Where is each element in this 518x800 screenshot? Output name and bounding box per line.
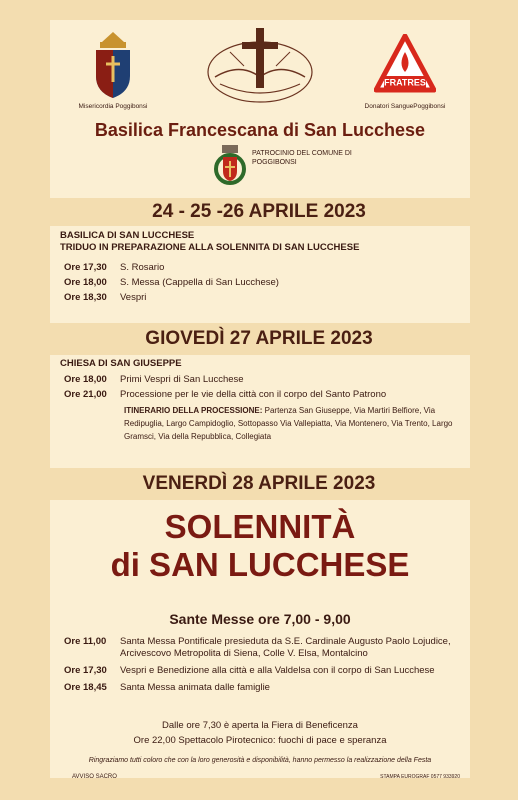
row-desc: S. Messa (Cappella di San Lucchese) (120, 277, 279, 288)
itinerary-text: Partenza San Giuseppe, Via Martiri Belfiore, Via Redipuglia, Largo Campidoglio, Sottopasso Via Vallepiatta, Via Montenero, Via Trento, Largo Gramsci, Via della Repubblica, Collegiata (124, 406, 453, 441)
fair-notice: Dalle ore 7,30 è aperta la Fiera di Beneficenza (162, 720, 358, 731)
schedule-row (60, 292, 460, 304)
procession-itinerary (124, 404, 454, 443)
left-logo-caption: Misericordia Poggibonsi (78, 103, 148, 110)
patronage-text: PATROCINIO DEL COMUNE DI POGGIBONSI (252, 150, 352, 166)
schedule-row (60, 636, 460, 660)
row-desc: Processione per le vie della città con il corpo del Santo Patrono (120, 389, 387, 400)
fratres-logo-text: FRATRES (384, 77, 426, 88)
page-title: Basilica Francescana di San Lucchese (94, 120, 426, 140)
poster (50, 20, 470, 778)
header (50, 20, 470, 195)
avviso-sacro: AVVISO SACRO (72, 774, 117, 780)
itinerary-label: ITINERARIO DELLA PROCESSIONE: (124, 406, 263, 415)
row-time: Ore 18,45 (64, 682, 107, 693)
row-desc: Primi Vespri di San Lucchese (120, 374, 244, 385)
row-time: Ore 11,00 (64, 636, 107, 647)
giovedi-section (60, 358, 460, 443)
schedule-row (60, 665, 460, 677)
misericordia-crest-icon (88, 30, 138, 100)
row-desc: S. Rosario (120, 262, 165, 273)
masses-times: Sante Messe ore 7,00 - 9,00 (169, 611, 351, 627)
row-time: Ore 17,30 (64, 665, 107, 676)
date-band-1: 24 - 25 -26 APRILE 2023 (0, 198, 518, 226)
fireworks-notice: Ore 22,00 Spettacolo Pirotecnico: fuochi di pace e speranza (133, 735, 387, 746)
section1-place: BASILICA DI SAN LUCCHESE (60, 230, 195, 241)
row-time: Ore 21,00 (64, 389, 107, 400)
date-band-3: VENERDÌ 28 APRILE 2023 (0, 468, 518, 500)
row-desc: Santa Messa Pontificale presieduta da S.E. Cardinale Augusto Paolo Lojudice, Arcivescovo Metropolita di Siena, Colle V. Elsa, Montalcino (120, 636, 451, 659)
row-desc: Vespri (120, 292, 147, 303)
cross-emblem-icon (200, 22, 320, 110)
comune-crest-icon (213, 143, 247, 187)
row-time: Ore 18,30 (64, 292, 107, 303)
schedule-row (60, 277, 460, 289)
row-time: Ore 18,00 (64, 374, 107, 385)
headline-solennita: SOLENNITÀ (164, 508, 356, 545)
thanks-note: Ringraziamo tutti coloro che con la loro generosità e disponibilità, hanno permesso la realizzazione della Festa (88, 757, 432, 764)
schedule-row (60, 262, 460, 274)
row-time: Ore 18,00 (64, 277, 107, 288)
triduo-section (60, 230, 460, 307)
schedule-row (60, 682, 460, 694)
row-desc: Santa Messa animata dalle famiglie (120, 682, 270, 693)
headline-san-lucchese: di SAN LUCCHESE (110, 546, 410, 583)
schedule-row (60, 389, 460, 401)
fratres-logo-icon (374, 34, 436, 98)
venerdi-section (60, 636, 460, 699)
schedule-row (60, 374, 460, 386)
row-time: Ore 17,30 (64, 262, 107, 273)
printer-credit: STAMPA EUROGRAF 0577 933920 (380, 774, 460, 780)
section1-subtitle: TRIDUO IN PREPARAZIONE ALLA SOLENNITA DI SAN LUCCHESE (60, 242, 360, 253)
date-band-2: GIOVEDÌ 27 APRILE 2023 (0, 323, 518, 355)
row-desc: Vespri e Benedizione alla città e alla Valdelsa con il corpo di San Lucchese (120, 665, 435, 676)
right-logo-caption: Donatori SanguePoggibonsi (364, 103, 446, 110)
section2-place: CHIESA DI SAN GIUSEPPE (60, 358, 182, 369)
